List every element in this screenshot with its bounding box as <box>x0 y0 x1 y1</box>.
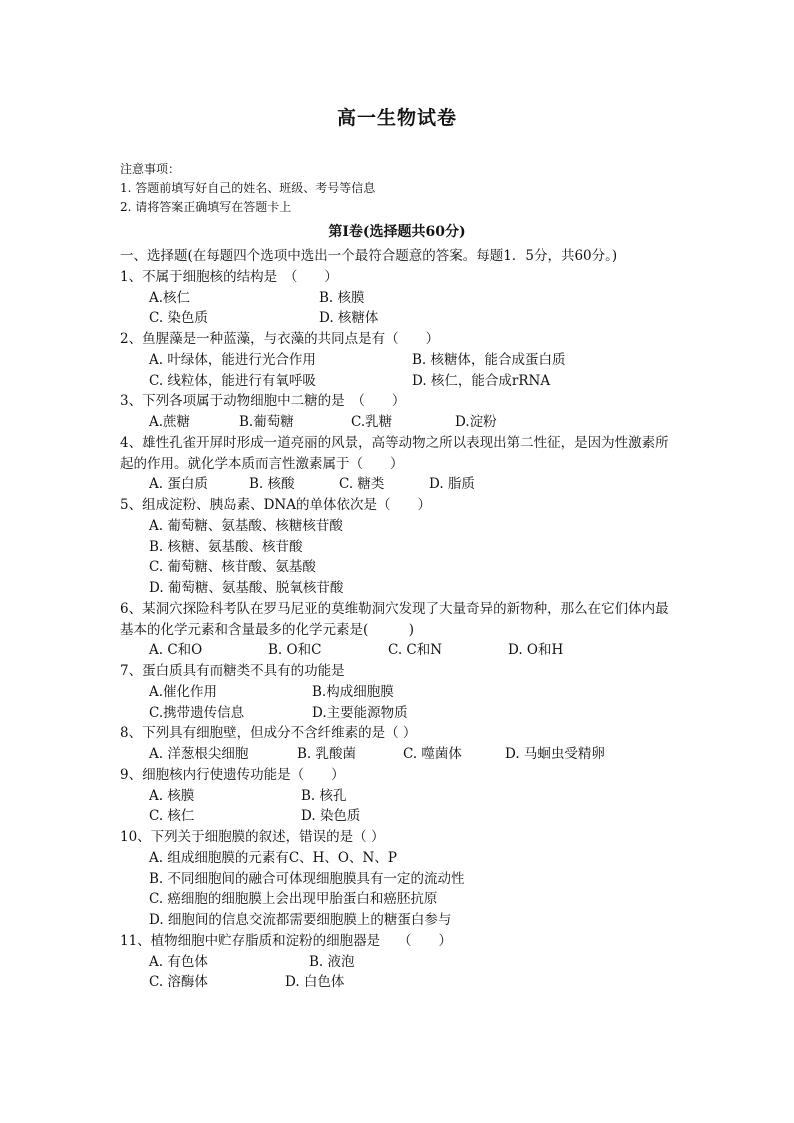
option-c: C. 癌细胞的细胞膜上会出现甲胎蛋白和癌胚抗原 <box>149 891 438 908</box>
option-c: C. 核仁 <box>149 808 195 825</box>
option-c: C. C和N <box>388 642 443 659</box>
option-row <box>120 806 680 827</box>
option-d: D.主要能源物质 <box>312 704 408 721</box>
option-b: B. 核膜 <box>319 289 365 306</box>
option-a: A. 核膜 <box>149 787 195 804</box>
option-c: C.携带遗传信息 <box>149 704 245 721</box>
option-b: B.构成细胞膜 <box>312 683 394 700</box>
question-stem: 8、下列具有细胞壁，但成分不含纤维素的是（ ） <box>120 725 417 742</box>
question-stem: 4、雄性孔雀开屏时形成一道亮丽的风景，高等动物之所以表现出第二性征，是因为性激素所起的作用。就化学本质而言性激素属于（ ） <box>120 434 669 472</box>
option-b: B. 不同细胞间的融合可体现细胞膜具有一定的流动性 <box>149 870 465 887</box>
option-row <box>120 640 680 661</box>
option-c: C. 溶酶体 <box>149 974 208 991</box>
option-b: B. 液泡 <box>309 953 355 970</box>
option-c: C.乳糖 <box>351 414 393 430</box>
option-a: A. C和O <box>149 642 203 659</box>
option-d: D. 白色体 <box>285 974 345 991</box>
option-d: D. 细胞间的信息交流都需要细胞膜上的糖蛋白参与 <box>149 912 452 928</box>
question-stem: 1、不属于细胞核的结构是 （ ） <box>120 268 338 285</box>
option-a: A. 洋葱根尖细胞 <box>149 746 249 762</box>
option-row <box>120 972 680 993</box>
option-d: D. 染色质 <box>301 808 361 825</box>
option-a: A. 叶绿体，能进行光合作用 <box>149 351 316 368</box>
option-row <box>120 350 680 371</box>
option-a: A.蔗糖 <box>149 414 191 430</box>
option-row <box>120 474 680 495</box>
question-stem: 11、植物细胞中贮存脂质和淀粉的细胞器是 （ ） <box>120 932 452 949</box>
question-stem: 3、下列各项属于动物细胞中二糖的是 （ ） <box>120 393 406 410</box>
option-b: B. 乳酸菌 <box>297 746 357 762</box>
question-list <box>120 246 680 993</box>
option-d: D. 核仁，能合成rRNA <box>412 372 551 389</box>
page-title: 高一生物试卷 <box>336 107 457 129</box>
option-d: D. 马蛔虫受精卵 <box>505 746 605 762</box>
section-instruction: 一、选择题(在每题四个选项中选出一个最符合题意的答案。每题1．5分，共60分。) <box>120 248 618 264</box>
option-row <box>120 288 680 309</box>
option-a: A. 组成细胞膜的元素有C、H、O、N、P <box>149 849 397 866</box>
option-row <box>120 786 680 807</box>
section-title: 第I卷(选择题共60分) <box>328 224 466 240</box>
option-row <box>120 412 680 433</box>
question-stem: 6、某洞穴探险科考队在罗马尼亚的莫维勒洞穴发现了大量奇异的新物种，那么在它们体内最基本的化学元素和含量最多的化学元素是( ) <box>120 600 669 638</box>
option-row <box>120 744 680 765</box>
option-d: D. 核糖体 <box>319 310 379 327</box>
question-stem: 2、鱼腥藻是一种蓝藻，与衣藻的共同点是有（ ） <box>120 331 440 347</box>
question-stem: 5、组成淀粉、胰岛素、DNA的单体依次是（ ） <box>120 497 431 513</box>
option-row <box>120 308 680 329</box>
option-a: A. 葡萄糖、氨基酸、核糖核苷酸 <box>149 517 343 534</box>
option-b: B. 核酸 <box>249 476 295 493</box>
notice-item: 1. 答题前填写好自己的姓名、班级、考号等信息 <box>120 181 376 195</box>
option-b: B. 核糖体，能合成蛋白质 <box>412 351 566 368</box>
notice-block <box>120 160 375 217</box>
option-row <box>120 682 680 703</box>
option-a: A.核仁 <box>149 289 191 306</box>
option-row <box>120 371 680 392</box>
question-stem: 7、蛋白质具有而糖类不具有的功能是 <box>120 663 345 679</box>
option-a: A.催化作用 <box>149 683 218 700</box>
notice-item: 2. 请将答案正确填写在答题卡上 <box>120 200 292 214</box>
option-row <box>120 703 680 724</box>
option-b: B.葡萄糖 <box>239 414 294 430</box>
question-stem: 10、下列关于细胞膜的叙述，错误的是（ ） <box>120 829 385 845</box>
option-c: C. 线粒体，能进行有氧呼吸 <box>149 372 316 389</box>
option-b: B. O和C <box>268 642 322 659</box>
notice-heading: 注意事项： <box>120 162 181 176</box>
option-d: D.淀粉 <box>455 414 497 430</box>
option-c: C. 噬菌体 <box>403 746 462 762</box>
option-d: D. 葡萄糖、氨基酸、脱氧核苷酸 <box>149 580 344 596</box>
question-stem: 9、细胞核内行使遗传功能是（ ） <box>120 766 345 783</box>
option-row <box>120 952 680 973</box>
option-d: D. O和H <box>508 642 564 659</box>
option-b: B. 核糖、氨基酸、核苷酸 <box>149 538 303 555</box>
option-c: C. 葡萄糖、核苷酸、氨基酸 <box>149 559 316 576</box>
option-c: C. 糖类 <box>339 476 385 493</box>
option-a: A. 有色体 <box>149 953 208 970</box>
option-c: C. 染色质 <box>149 310 208 327</box>
option-d: D. 脂质 <box>429 476 475 493</box>
option-b: B. 核孔 <box>301 787 347 804</box>
option-a: A. 蛋白质 <box>149 476 208 493</box>
